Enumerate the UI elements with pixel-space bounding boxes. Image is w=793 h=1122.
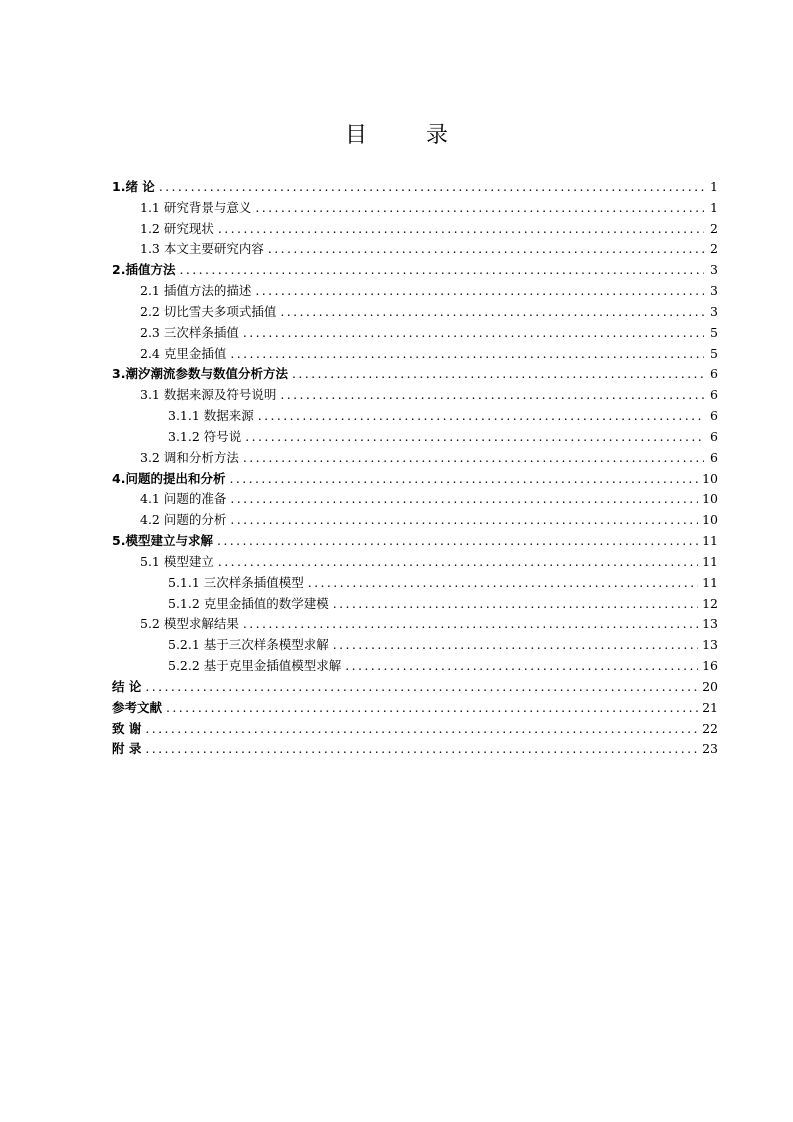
toc-entry-label: 3.1 数据来源及符号说明 [140, 387, 277, 403]
toc-entry[interactable] [112, 656, 718, 677]
toc-entry-label: 5.1.1 三次样条插值模型 [168, 574, 304, 590]
toc-entry-page-number: 3 [710, 283, 718, 299]
toc-entry-label: 5.2 模型求解结果 [140, 616, 239, 632]
toc-entry-page-number: 6 [710, 387, 718, 403]
toc-entry[interactable] [112, 531, 718, 552]
toc-entry[interactable] [112, 489, 718, 510]
toc-entry-label: 2.3 三次样条插值 [140, 324, 239, 340]
toc-entry-label: 5.1.2 克里金插值的数学建模 [168, 595, 329, 611]
toc-entry[interactable] [112, 719, 718, 740]
dot-leader [345, 656, 698, 677]
toc-entry-page-number: 16 [702, 658, 718, 674]
dot-leader [230, 344, 704, 365]
dot-leader [243, 614, 698, 635]
toc-entry-page-number: 21 [702, 699, 718, 715]
toc-entry-page-number: 20 [702, 678, 718, 694]
toc-entry[interactable] [112, 177, 718, 198]
dot-leader [245, 427, 704, 448]
dot-leader [145, 719, 698, 740]
toc-entry-page-number: 6 [710, 366, 718, 382]
toc-entry[interactable] [112, 198, 718, 219]
toc-entry[interactable] [112, 573, 718, 594]
toc-entry[interactable] [112, 323, 718, 344]
toc-entry-page-number: 5 [710, 345, 718, 361]
toc-entry-label: 5.2.1 基于三次样条模型求解 [168, 637, 329, 653]
toc-entry[interactable] [112, 510, 718, 531]
toc-entry-page-number: 3 [710, 262, 718, 278]
toc-entry[interactable] [112, 406, 718, 427]
dot-leader [255, 281, 704, 302]
toc-entry-label: 2.1 插值方法的描述 [140, 283, 252, 299]
toc-entry-label: 3.1.1 数据来源 [168, 408, 254, 424]
dot-leader [292, 364, 704, 385]
toc-entry[interactable] [112, 614, 718, 635]
toc-entry-page-number: 22 [702, 720, 718, 736]
toc-entry[interactable] [112, 427, 718, 448]
dot-leader [243, 323, 704, 344]
toc-entry-page-number: 11 [702, 533, 718, 549]
toc-entry-page-number: 10 [702, 470, 718, 486]
toc-entry-label: 1.3 本文主要研究内容 [140, 241, 264, 257]
toc-entry[interactable] [112, 344, 718, 365]
page-title: 目 录 [345, 123, 474, 148]
toc-entry-page-number: 11 [702, 553, 718, 569]
toc-entry[interactable] [112, 302, 718, 323]
toc-entry-label: 5.1 模型建立 [140, 553, 214, 569]
toc-entry[interactable] [112, 281, 718, 302]
dot-leader [333, 594, 698, 615]
toc-entry[interactable] [112, 739, 718, 760]
toc-entry-page-number: 10 [702, 491, 718, 507]
dot-leader [229, 469, 698, 490]
dot-leader [333, 635, 698, 656]
toc-entry-label: 3.2 调和分析方法 [140, 449, 239, 465]
toc-entry-label: 5.模型建立与求解 [112, 533, 213, 549]
toc-entry-page-number: 6 [710, 428, 718, 444]
dot-leader [218, 219, 704, 240]
toc-entry-label: 附 录 [112, 741, 142, 757]
toc-entry-label: 2.2 切比雪夫多项式插值 [140, 303, 277, 319]
toc-entry-page-number: 2 [710, 241, 718, 257]
toc-entry[interactable] [112, 385, 718, 406]
dot-leader [308, 573, 698, 594]
dot-leader [230, 489, 698, 510]
dot-leader [159, 177, 704, 198]
toc-entry[interactable] [112, 219, 718, 240]
dot-leader [217, 531, 698, 552]
dot-leader [230, 510, 698, 531]
toc-entry[interactable] [112, 677, 718, 698]
toc-entry[interactable] [112, 594, 718, 615]
toc-entry[interactable] [112, 448, 718, 469]
toc-entry[interactable] [112, 260, 718, 281]
dot-leader [145, 677, 698, 698]
toc-entry-page-number: 11 [702, 574, 718, 590]
toc-entry-label: 1.2 研究现状 [140, 220, 214, 236]
toc-entry-label: 4.1 问题的准备 [140, 491, 227, 507]
dot-leader [145, 739, 698, 760]
toc-entry-label: 2.4 克里金插值 [140, 345, 227, 361]
table-of-contents [112, 177, 718, 760]
toc-entry-page-number: 1 [710, 199, 718, 215]
toc-entry-page-number: 2 [710, 220, 718, 236]
toc-entry-page-number: 12 [702, 595, 718, 611]
toc-entry-label: 1.绪 论 [112, 179, 155, 194]
dot-leader [243, 448, 704, 469]
toc-entry-label: 结 论 [112, 678, 142, 694]
toc-entry-page-number: 10 [702, 512, 718, 528]
dot-leader [179, 260, 704, 281]
dot-leader [268, 239, 704, 260]
toc-entry[interactable] [112, 239, 718, 260]
toc-entry-page-number: 3 [710, 303, 718, 319]
toc-entry[interactable] [112, 364, 718, 385]
toc-entry-page-number: 6 [710, 408, 718, 424]
toc-entry-label: 致 谢 [112, 720, 142, 736]
toc-entry-page-number: 1 [710, 179, 718, 194]
dot-leader [280, 302, 704, 323]
toc-entry[interactable] [112, 635, 718, 656]
dot-leader [280, 385, 704, 406]
dot-leader [166, 698, 698, 719]
dot-leader [255, 198, 704, 219]
toc-entry-label: 3.潮汐潮流参数与数值分析方法 [112, 366, 288, 382]
dot-leader [258, 406, 704, 427]
toc-entry-label: 4.2 问题的分析 [140, 512, 227, 528]
toc-entry-page-number: 13 [702, 616, 718, 632]
toc-entry[interactable] [112, 469, 718, 490]
toc-entry-page-number: 13 [702, 637, 718, 653]
toc-entry-label: 4.问题的提出和分析 [112, 470, 226, 486]
toc-entry-label: 3.1.2 符号说 [168, 428, 242, 444]
toc-entry-page-number: 5 [710, 324, 718, 340]
toc-entry-page-number: 23 [702, 741, 718, 757]
toc-entry-label: 参考文献 [112, 699, 163, 715]
toc-entry-page-number: 6 [710, 449, 718, 465]
toc-entry-label: 2.插值方法 [112, 262, 176, 278]
toc-entry[interactable] [112, 552, 718, 573]
toc-entry-label: 1.1 研究背景与意义 [140, 199, 252, 215]
toc-entry[interactable] [112, 698, 718, 719]
toc-entry-label: 5.2.2 基于克里金插值模型求解 [168, 658, 342, 674]
dot-leader [218, 552, 698, 573]
